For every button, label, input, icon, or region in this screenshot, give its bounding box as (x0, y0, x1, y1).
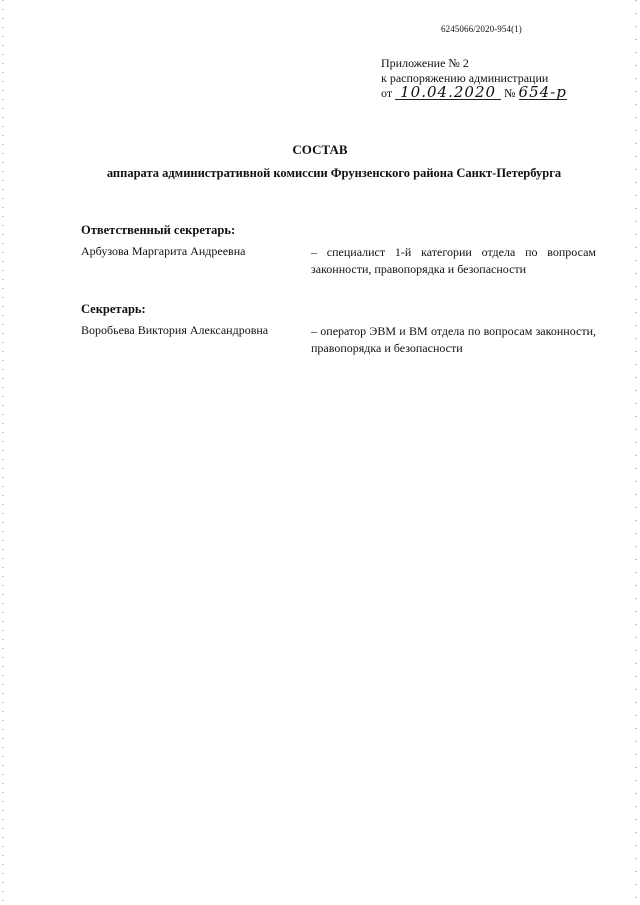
member-position: – оператор ЭВМ и ВМ отдела по вопросам законности, правопорядка и безопасности (311, 324, 596, 355)
member-row (81, 323, 596, 357)
date-prefix: от (381, 86, 393, 100)
member-row (81, 244, 596, 278)
appendix-number: Приложение № 2 (381, 56, 469, 70)
document-subtitle: аппарата административной комиссии Фрунзенского района Санкт-Петербурга (106, 166, 562, 180)
member-position: – специалист 1-й категории отдела по вопросам законности, правопорядка и безопасности (311, 245, 596, 276)
document-title: СОСТАВ (292, 142, 348, 157)
handwritten-number: 654-р (518, 83, 567, 101)
appendix-date-line (381, 83, 567, 101)
document-id: 6245066/2020-954(1) (441, 24, 522, 34)
number-prefix: № (504, 86, 516, 100)
scan-edge-left (2, 0, 4, 905)
section-heading: Секретарь: (81, 302, 146, 316)
appendix-block (381, 56, 567, 101)
scan-edge-right (635, 0, 637, 905)
member-name: Воробьева Виктория Александровна (81, 323, 269, 337)
appendix-order-ref: к распоряжению администрации (381, 71, 549, 85)
handwritten-date: 10.04.2020 (395, 86, 501, 100)
section-heading: Ответственный секретарь: (81, 223, 236, 237)
section-secretary (81, 302, 596, 357)
member-name: Арбузова Маргарита Андреевна (81, 244, 246, 258)
section-responsible-secretary (81, 223, 596, 278)
